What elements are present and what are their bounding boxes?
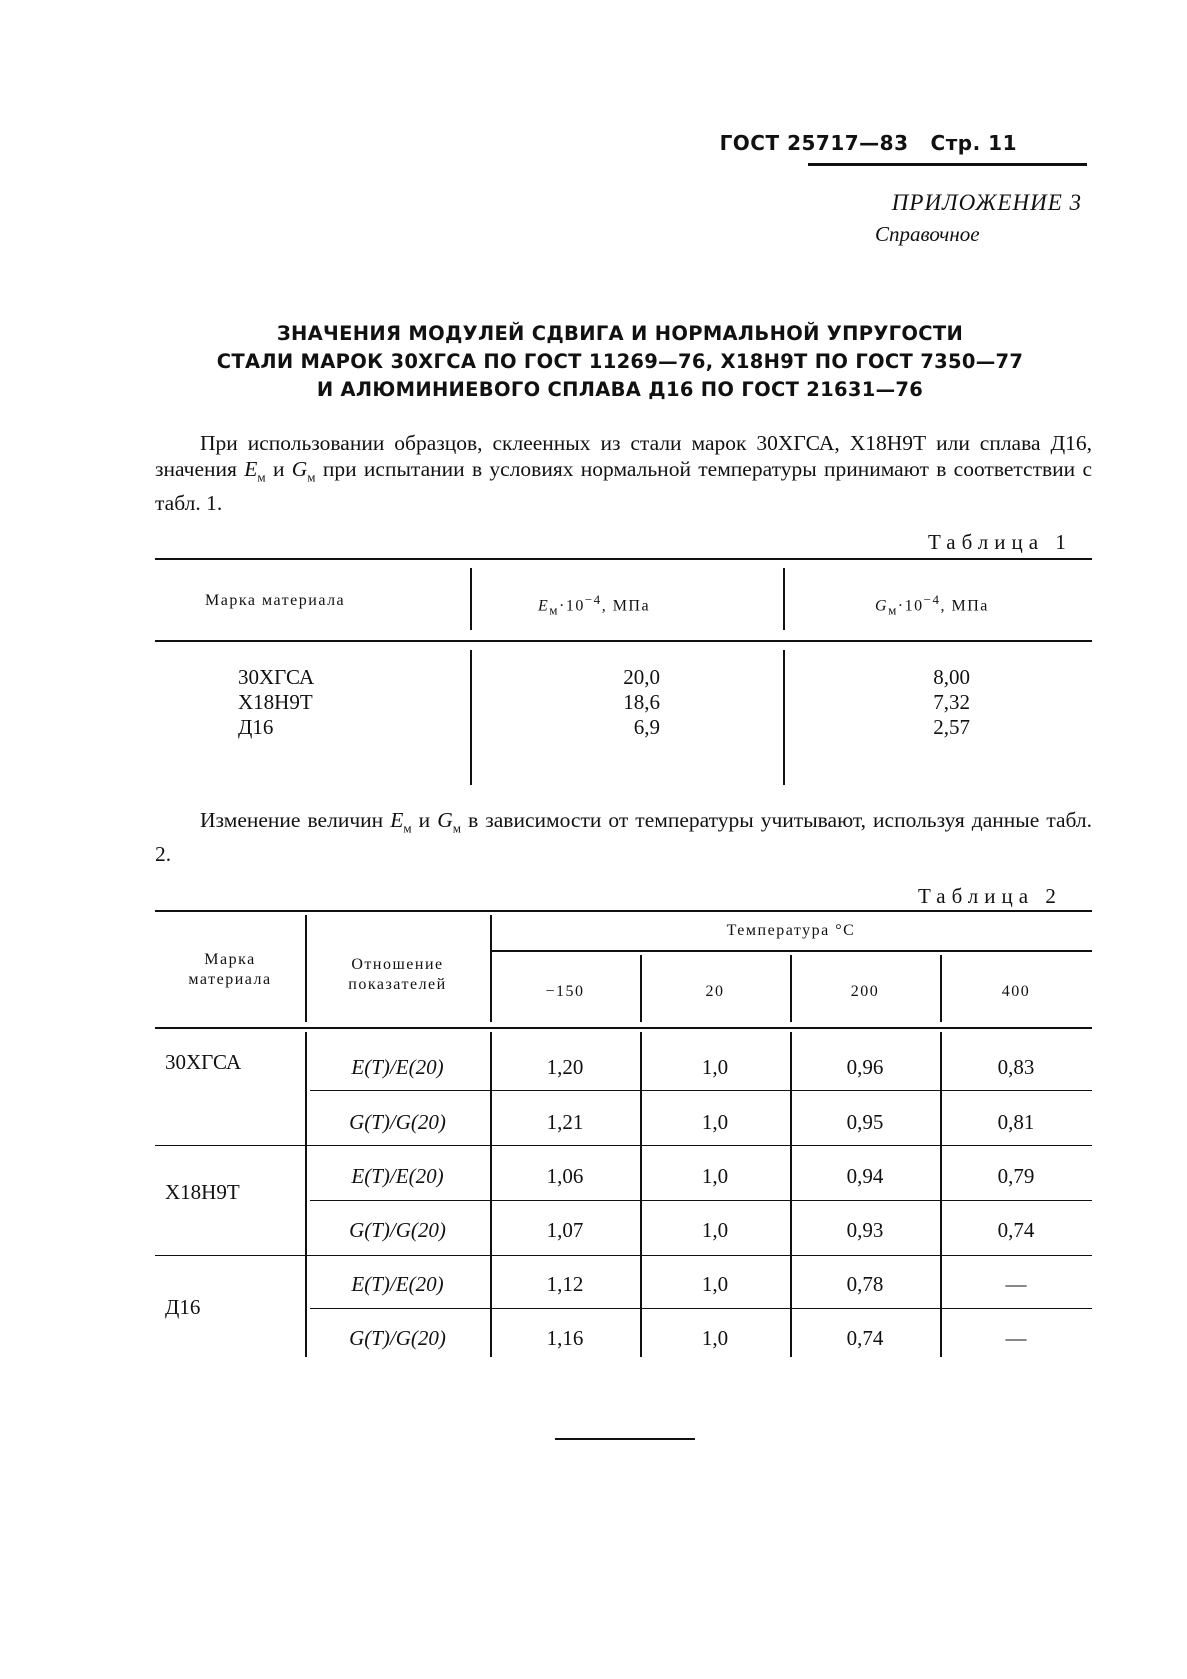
- table-cell: 0,74: [997, 1218, 1035, 1242]
- table2-temp-rule: [490, 950, 1092, 952]
- symbol-e: E: [390, 808, 404, 832]
- symbol-e: E: [244, 457, 258, 481]
- row-rule: [310, 1200, 1092, 1201]
- table2-caption: Таблица 2: [918, 884, 1062, 908]
- table-cell: 1,12: [546, 1272, 584, 1296]
- symbol-sub: м: [307, 469, 316, 485]
- table-cell: 1,16: [546, 1326, 584, 1350]
- table-cell: 0,83: [997, 1055, 1035, 1079]
- symbol-g: G: [875, 597, 889, 615]
- document-title: [150, 320, 1090, 404]
- table-cell: 0,95: [846, 1110, 884, 1134]
- exponent: −4: [923, 592, 941, 607]
- title-line: И АЛЮМИНИЕВОГО СПЛАВА Д16 ПО ГОСТ 21631—76: [316, 378, 924, 401]
- ratio-cell: G(T)/G(20): [349, 1218, 446, 1242]
- table-cell: 1,06: [546, 1164, 584, 1188]
- end-rule: [555, 1438, 695, 1440]
- table-cell: 1,20: [546, 1055, 584, 1079]
- unit: , МПа: [601, 597, 651, 615]
- table-cell: —: [1005, 1272, 1027, 1296]
- table2-col-material: [155, 950, 305, 990]
- title-line: СТАЛИ МАРОК 30ХГСА ПО ГОСТ 11269—76, Х18Н9Т ПО ГОСТ 7350—77: [216, 350, 1024, 373]
- multiplier: ·10: [559, 597, 585, 615]
- table-cell: 1,07: [546, 1218, 584, 1242]
- table1-divider: [470, 650, 472, 785]
- table-cell: 0,81: [997, 1110, 1035, 1134]
- table-cell: 30ХГСА: [238, 665, 315, 689]
- symbol-e: E: [538, 597, 550, 615]
- table-cell: 1,21: [546, 1110, 584, 1134]
- table1-divider: [783, 650, 785, 785]
- table1-caption: Таблица 1: [928, 530, 1072, 554]
- header-line: Марка: [204, 951, 256, 968]
- temp-header: 400: [1001, 983, 1031, 1000]
- ratio-cell: E(T)/E(20): [351, 1164, 444, 1188]
- table-cell: 6,9: [633, 715, 660, 739]
- ratio-cell: E(T)/E(20): [351, 1055, 444, 1079]
- table-cell: 1,0: [701, 1218, 729, 1242]
- table-cell: 0,94: [846, 1164, 884, 1188]
- table1-g-values: [910, 665, 970, 740]
- appendix-type: Справочное: [875, 222, 980, 246]
- table-cell: 1,0: [701, 1110, 729, 1134]
- table-cell: 0,74: [846, 1326, 884, 1350]
- exponent: −4: [584, 592, 602, 607]
- row-rule: [310, 1308, 1092, 1309]
- table1-col-e: [538, 592, 650, 619]
- symbol-sub: м: [888, 602, 898, 618]
- standard-code: ГОСТ 25717—83: [719, 131, 909, 155]
- table-cell: —: [1005, 1326, 1027, 1350]
- table-cell: 1,0: [701, 1055, 729, 1079]
- table-cell: 0,79: [997, 1164, 1035, 1188]
- symbol-sub: м: [549, 602, 560, 618]
- table-cell: 7,32: [933, 690, 970, 714]
- header-line: показателей: [348, 976, 447, 993]
- page-header: [720, 131, 1017, 155]
- row-rule: [310, 1090, 1092, 1091]
- table2-top-rule: [155, 910, 1092, 912]
- multiplier: ·10: [897, 597, 924, 615]
- page-number: Стр. 11: [930, 131, 1017, 155]
- ratio-cell: G(T)/G(20): [349, 1110, 446, 1134]
- intro-paragraph: [155, 430, 1092, 516]
- table-cell: Д16: [238, 715, 274, 739]
- table-cell: 0,96: [846, 1055, 884, 1079]
- table-cell: 18,6: [623, 690, 660, 714]
- table-cell: 20,0: [623, 665, 660, 689]
- table-cell: 2,57: [933, 715, 970, 739]
- ratio-cell: E(T)/E(20): [351, 1272, 444, 1296]
- temp-header: 20: [705, 983, 725, 1000]
- paragraph-text: при испытании в условиях нормальной температуры принимают в соответствии с табл. 1.: [155, 457, 1093, 516]
- paragraph-text: Изменение величин: [200, 808, 384, 832]
- header-rule: [808, 163, 1087, 166]
- material-label: 30ХГСА: [165, 1050, 242, 1074]
- paragraph-text: в зависимости от температуры учитывают, используя данные табл. 2.: [155, 808, 1093, 867]
- table-cell: 1,0: [701, 1164, 729, 1188]
- row-rule: [155, 1255, 1092, 1256]
- table1-header-rule: [155, 640, 1092, 642]
- symbol-sub: м: [403, 820, 412, 836]
- table1-col-g: [875, 592, 989, 619]
- table-cell: 0,93: [846, 1218, 884, 1242]
- table1-col-material: Марка материала: [205, 592, 346, 609]
- title-line: ЗНАЧЕНИЯ МОДУЛЕЙ СДВИГА И НОРМАЛЬНОЙ УПРУГОСТИ: [276, 322, 964, 345]
- table1-divider: [470, 568, 472, 630]
- table2-col-temp: Температура °С: [726, 922, 856, 939]
- temp-header: −150: [545, 983, 585, 1000]
- table1-divider: [783, 568, 785, 630]
- material-label: Д16: [165, 1295, 201, 1319]
- temperature-paragraph: [155, 807, 1092, 867]
- material-label: Х18Н9Т: [165, 1180, 240, 1204]
- ratio-cell: G(T)/G(20): [349, 1326, 446, 1350]
- table1-top-rule: [155, 558, 1092, 560]
- symbol-sub: м: [257, 469, 266, 485]
- appendix-label: ПРИЛОЖЕНИЕ 3: [891, 190, 1082, 215]
- header-line: материала: [188, 971, 272, 988]
- temp-header: 200: [850, 983, 880, 1000]
- header-line: Отношение: [351, 956, 444, 973]
- table1-material-list: [238, 665, 314, 740]
- table-cell: 0,78: [846, 1272, 884, 1296]
- table2-header-rule: [155, 1027, 1092, 1029]
- table-cell: Х18Н9Т: [238, 690, 313, 714]
- symbol-g: G: [437, 808, 453, 832]
- conjunction: и: [418, 808, 431, 832]
- unit: , МПа: [940, 597, 989, 615]
- table2-divider: [305, 1032, 307, 1357]
- conjunction: и: [272, 457, 285, 481]
- symbol-sub: м: [452, 820, 461, 836]
- row-rule: [155, 1145, 1092, 1146]
- symbol-g: G: [291, 457, 308, 481]
- table-cell: 1,0: [701, 1272, 729, 1296]
- table2-col-ratio: [305, 955, 490, 995]
- paragraph-text: При использовании образцов, склеенных из стали марок 30ХГСА, Х18Н9Т или сплава Д16, значения: [155, 431, 1092, 481]
- table1-e-values: [590, 665, 660, 740]
- table-cell: 1,0: [701, 1326, 729, 1350]
- table-cell: 8,00: [933, 665, 970, 689]
